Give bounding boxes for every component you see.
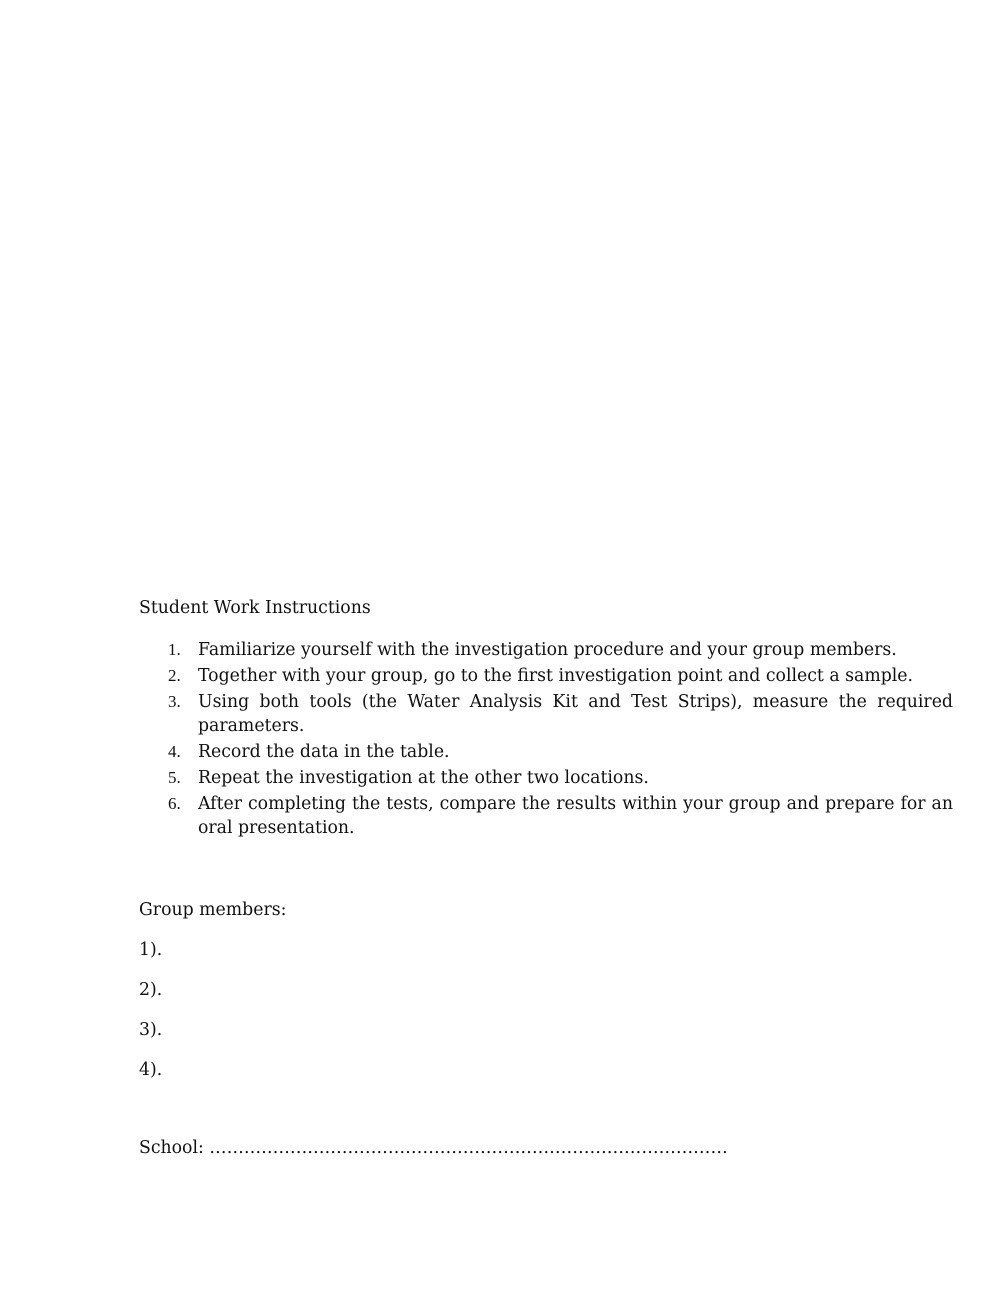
group-members-label: Group members: [139, 900, 287, 920]
list-item-text: Using both tools (the Water Analysis Kit and Test Strips), measure the required parameters. [198, 692, 953, 736]
list-item-number: 3. [168, 692, 181, 711]
list-item-text: Together with your group, go to the first investigation point and collect a sample. [198, 666, 914, 686]
list-item-text: Repeat the investigation at the other two locations. [198, 768, 649, 788]
list-item-number: 6. [168, 794, 181, 813]
instructions-section [139, 596, 953, 1160]
list-item [139, 740, 953, 764]
list-item-text: Record the data in the table. [198, 742, 450, 762]
school-field: School: ……………………………………………………………………………… [139, 1138, 728, 1158]
list-item [139, 792, 953, 840]
member-entry-2: 2). [139, 980, 163, 1000]
list-item [139, 664, 953, 688]
section-title: Student Work Instructions [139, 598, 371, 618]
list-item-number: 1. [168, 640, 181, 659]
list-item-text: After completing the tests, compare the results within your group and prepare for an oral presentation. [198, 794, 953, 838]
member-entry-4: 4). [139, 1060, 163, 1080]
list-item [139, 690, 953, 738]
member-entry-3: 3). [139, 1020, 163, 1040]
list-item [139, 766, 953, 790]
list-item-number: 2. [168, 666, 181, 685]
instruction-list [139, 638, 953, 840]
list-item [139, 638, 953, 662]
list-item-text: Familiarize yourself with the investigation procedure and your group members. [198, 640, 897, 660]
list-item-number: 5. [168, 768, 181, 787]
list-item-number: 4. [168, 742, 181, 761]
member-entry-1: 1). [139, 940, 163, 960]
